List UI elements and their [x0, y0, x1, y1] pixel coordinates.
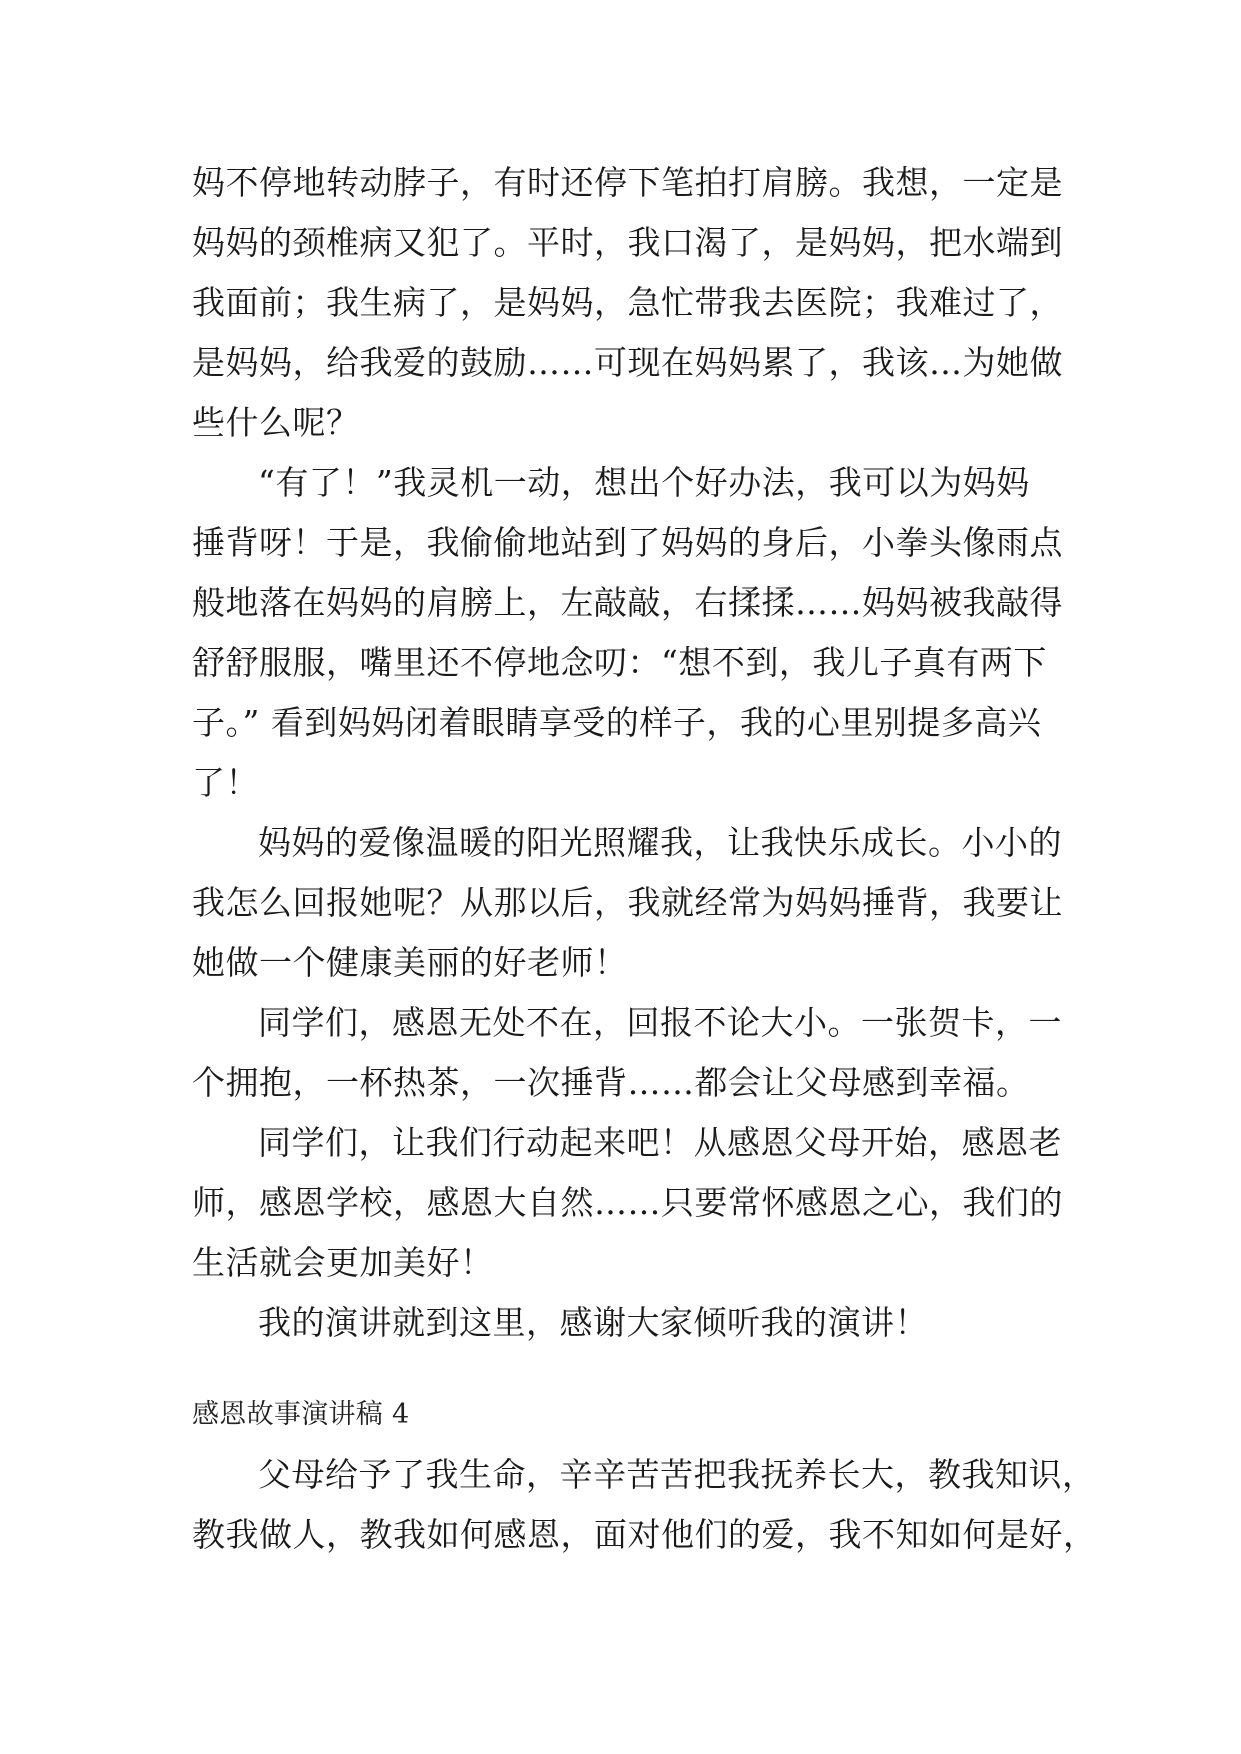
paragraph-line: 父母给予了我生命，辛辛苦苦把我抚养长大，教我知识，: [258, 1455, 1096, 1494]
paragraph-line: 我的演讲就到这里，感谢大家倾听我的演讲！: [258, 1303, 928, 1342]
paragraph-line: 我怎么回报她呢？从那以后，我就经常为妈妈捶背，我要让: [192, 883, 1063, 922]
paragraph-line: 同学们，感恩无处不在，回报不论大小。一张贺卡，一: [258, 1003, 1062, 1042]
paragraph-line: 教我做人，教我如何感恩，面对他们的爱，我不知如何是好，: [192, 1515, 1097, 1554]
paragraph-line: 妈妈的颈椎病又犯了。平时，我口渴了，是妈妈，把水端到: [192, 223, 1063, 262]
paragraph-line: 同学们，让我们行动起来吧！从感恩父母开始，感恩老: [258, 1123, 1062, 1162]
paragraph-line: 是妈妈，给我爱的鼓励……可现在妈妈累了，我该…为她做: [192, 343, 1063, 382]
paragraph-line: 捶背呀！于是，我偷偷地站到了妈妈的身后，小拳头像雨点: [192, 523, 1063, 562]
paragraph-line: 子。” 看到妈妈闭着眼睛享受的样子，我的心里别提多高兴: [192, 703, 1042, 742]
paragraph-line: 她做一个健康美丽的好老师！: [192, 943, 628, 982]
paragraph-line: 了！: [192, 763, 259, 802]
paragraph-line: 舒舒服服，嘴里还不停地念叨：“想不到，我儿子真有两下: [192, 643, 1047, 682]
paragraph-line: 妈不停地转动脖子，有时还停下笔拍打肩膀。我想，一定是: [192, 163, 1063, 202]
paragraph-line: 些什么呢？: [192, 403, 360, 442]
paragraph-line: 般地落在妈妈的肩膀上，左敲敲，右揉揉……妈妈被我敲得: [192, 583, 1063, 622]
paragraph-line: “有了！”我灵机一动，想出个好办法，我可以为妈妈: [258, 463, 1030, 502]
paragraph-line: 妈妈的爱像温暖的阳光照耀我，让我快乐成长。小小的: [258, 823, 1062, 862]
paragraph-line: 师，感恩学校，感恩大自然……只要常怀感恩之心，我们的: [192, 1183, 1063, 1222]
paragraph-line: 生活就会更加美好！: [192, 1243, 494, 1282]
paragraph-line: 我面前；我生病了，是妈妈，急忙带我去医院；我难过了，: [192, 283, 1063, 322]
paragraph-line: 个拥抱，一杯热茶，一次捶背……都会让父母感到幸福。: [192, 1063, 1030, 1102]
section-heading: 感恩故事演讲稿 4: [192, 1399, 410, 1430]
